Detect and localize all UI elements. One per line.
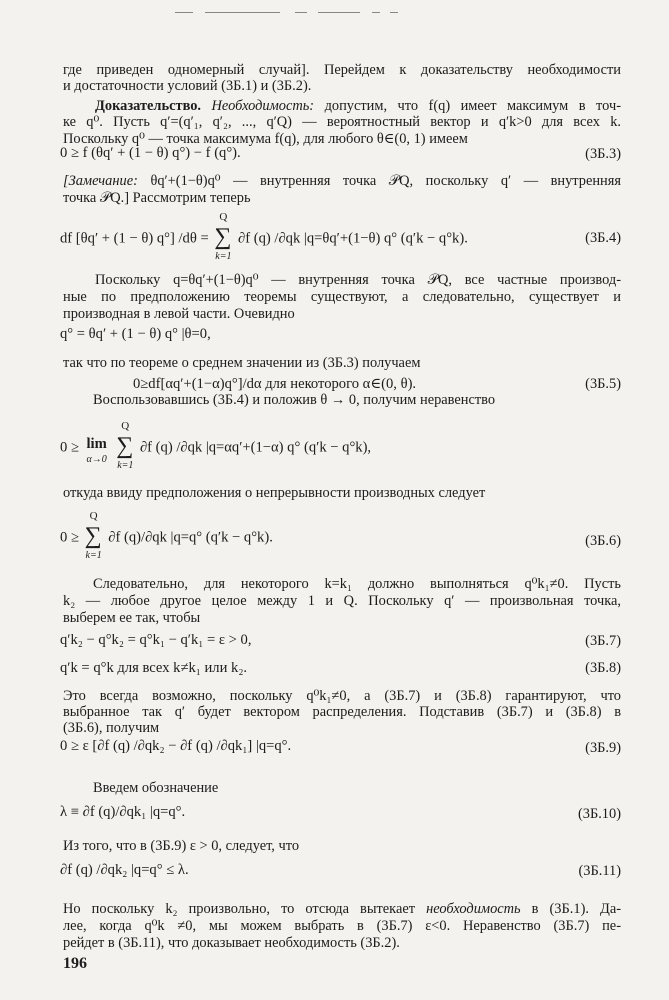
sum-lower: k=1 xyxy=(117,460,134,471)
equation-3b11: ∂f (q) /∂qk₂ |q=q° ≤ λ. xyxy=(60,862,189,878)
header-rule xyxy=(318,12,360,13)
text-line: ные по предположению теоремы существуют, а следовательно, существует и xyxy=(63,289,621,305)
equation-3b5: 0≥df[αq′+(1−α)q°]/dα для некоторого α∈(0, θ). xyxy=(133,376,417,392)
eq-rhs: ∂f (q) /∂qk |q=αq′+(1−α) q° (q′k − q°k), xyxy=(139,439,372,456)
text-line: (3Б.6), получим xyxy=(63,720,160,736)
sum-upper: Q xyxy=(121,420,130,432)
lim-sub: α→0 xyxy=(86,454,107,465)
text-line: и достаточности условий (3Б.1) и (3Б.2). xyxy=(63,78,312,94)
sum-upper: Q xyxy=(89,510,98,522)
text-line: Из того, что в (3Б.9) ε > 0, следует, что xyxy=(63,838,300,854)
header-rule xyxy=(175,12,193,13)
sum-symbol: ∑ xyxy=(214,224,232,250)
text-line: точка 𝒫Q.] Рассмотрим теперь xyxy=(63,190,251,206)
eq-rhs: ∂f (q)/∂qk |q=q° (q′k − q°k). xyxy=(108,529,273,546)
sum-symbol: ∑ xyxy=(84,523,102,549)
text-line: Введем обозначение xyxy=(93,780,219,796)
text-line: лее, когда q⁰k ≠0, мы можем выбрать в (3Б.7) ε<0. Неравенство (3Б.7) пе- xyxy=(63,918,621,934)
summation xyxy=(212,211,234,267)
equation-number: (3Б.6) xyxy=(585,533,621,549)
text-line: выбранное так q′ будет вектором распределения. Подставив (3Б.7) и (3Б.8) в xyxy=(63,704,621,720)
sum-symbol: ∑ xyxy=(116,433,134,459)
proof-heading: Доказательство. xyxy=(95,98,202,114)
equation-limit xyxy=(60,420,371,476)
header-rule xyxy=(295,12,307,13)
equation-3b4 xyxy=(60,211,468,267)
eq-rhs: ∂f (q) /∂qk |q=θq′+(1−θ) q° (q′k − q°k). xyxy=(238,230,468,247)
equation-number: (3Б.10) xyxy=(577,806,621,822)
limit xyxy=(83,428,111,468)
text-span: θq′+(1−θ)q⁰ — внутренняя точка 𝒫Q, поскольку q′ — внутренняя xyxy=(150,173,622,189)
remark-label: [Замечание: xyxy=(63,173,138,189)
eq-lhs: 0 ≥ xyxy=(60,439,79,456)
text-span: допустим, что f(q) имеет максимум в точ- xyxy=(324,98,621,114)
equation-3b8: q′k = q°k для всех k≠k₁ или k₂. xyxy=(60,660,248,676)
text-line: ке q⁰. Пусть q′=(q′₁, q′₂, ..., q′Q) — вероятностный вектор и q′k>0 для всех k. xyxy=(63,114,621,130)
lim-word: lim xyxy=(86,436,107,452)
equation-3b9: 0 ≥ ε [∂f (q) /∂qk₂ − ∂f (q) /∂qk₁] |q=q°. xyxy=(60,738,292,754)
text-line: Следовательно, для некоторого k=k₁ должно выполняться q⁰k₁≠0. Пусть xyxy=(93,576,621,592)
header-rule xyxy=(390,12,398,13)
equation-number: (3Б.4) xyxy=(585,230,621,246)
summation xyxy=(83,510,105,566)
text-line xyxy=(63,901,621,918)
text-line: Воспользовавшись (3Б.4) и положив θ → 0, получим неравенство xyxy=(93,392,496,408)
page-number: 196 xyxy=(63,955,87,972)
emphasis: необходимость xyxy=(426,901,521,917)
equation-number: (3Б.8) xyxy=(585,660,621,676)
header-rule xyxy=(205,12,280,13)
equation-3b7: q′k₂ − q°k₂ = q°k₁ − q′k₁ = ε > 0, xyxy=(60,632,252,648)
text-line xyxy=(63,173,621,190)
equation-number: (3Б.9) xyxy=(585,740,621,756)
equation-number: (3Б.7) xyxy=(585,633,621,649)
header-rule xyxy=(372,12,380,13)
text-line: откуда ввиду предположения о непрерывности производных следует xyxy=(63,485,486,501)
text-line: Это всегда возможно, поскольку q⁰k₁≠0, а (3Б.7) и (3Б.8) гарантируют, что xyxy=(63,688,621,704)
sum-lower: k=1 xyxy=(85,550,102,561)
equation-number: (3Б.5) xyxy=(585,376,621,392)
text-line xyxy=(95,98,621,115)
text-line: Поскольку q=θq′+(1−θ)q⁰ — внутренняя точка 𝒫Q, все частные производ- xyxy=(95,272,621,288)
text-line: где приведен одномерный случай]. Перейдем к доказательству необходимости xyxy=(63,62,621,78)
text-line: Поскольку q⁰ — точка максимума f(q), для любого θ∈(0, 1) имеем xyxy=(63,131,468,147)
eq-lhs: df [θq′ + (1 − θ) q°] /dθ = xyxy=(60,230,209,247)
text-line: рейдет в (3Б.11), что доказывает необходимость (3Б.2). xyxy=(63,935,400,951)
equation-3b10: λ ≡ ∂f (q)/∂qk₁ |q=q°. xyxy=(60,804,186,820)
equation-3b3: 0 ≥ f (θq′ + (1 − θ) q°) − f (q°). xyxy=(60,145,241,161)
sum-upper: Q xyxy=(219,211,228,223)
sum-lower: k=1 xyxy=(215,251,232,262)
text-span: в (3Б.1). Да- xyxy=(531,901,622,917)
equation-number: (3Б.11) xyxy=(578,863,621,879)
eq-lhs: 0 ≥ xyxy=(60,529,79,546)
equation-obvious: q° = θq′ + (1 − θ) q° |θ=0, xyxy=(60,326,211,342)
text-line: так что по теореме о среднем значении из (3Б.3) получаем xyxy=(63,355,421,371)
text-span: Но поскольку k₂ произвольно, то отсюда вытекает xyxy=(63,901,416,917)
summation xyxy=(114,420,136,476)
necessity-heading: Необходимость: xyxy=(211,98,315,114)
text-line: выберем ее так, чтобы xyxy=(63,610,201,626)
text-line: k₂ — любое другое целое между 1 и Q. Поскольку q′ — произвольная точка, xyxy=(63,593,621,609)
equation-number: (3Б.3) xyxy=(585,146,621,162)
equation-3b6 xyxy=(60,510,273,566)
text-line: производная в левой части. Очевидно xyxy=(63,306,295,322)
